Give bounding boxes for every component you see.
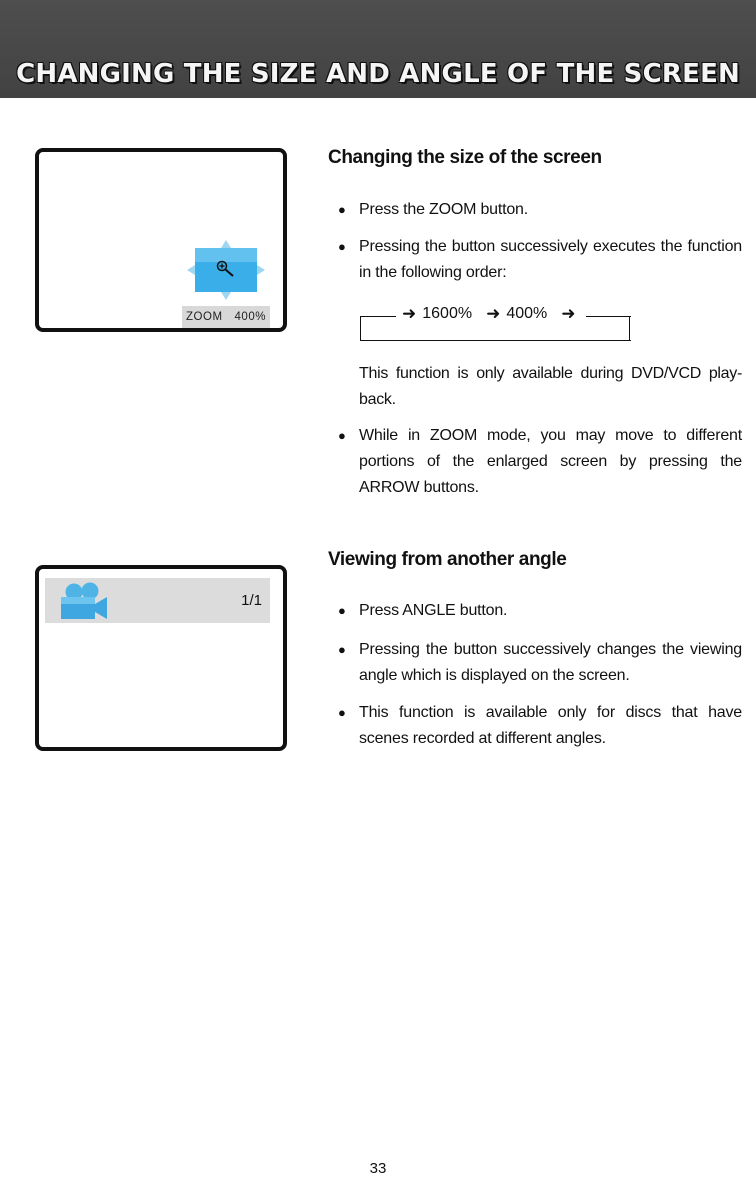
page-title: CHANGING THE SIZE AND ANGLE OF THE SCREEN [16,59,740,89]
list-item: ● This function is available only for discs that have scenes recorded at different angles. [338,700,742,752]
angle-screen-illustration [35,565,287,751]
sequence-items [402,304,576,324]
bullet-dot-icon: ● [338,202,346,217]
sequence-step: 400% [506,305,548,322]
angle-count: 1/1 [241,592,262,609]
list-item: ● Pressing the button successively executes the function in the following order: [338,234,742,286]
bullet-dot-icon: ● [338,239,346,254]
sequence-line [360,316,361,340]
angle-bar [45,578,270,623]
magnifier-icon [187,240,265,300]
bullet-dot-icon: ● [338,642,346,657]
zoom-availability-note: This function is only available during DVD/VCD play-back. [359,365,742,408]
list-item: ● Press the ZOOM button. [338,197,742,223]
bullet-dot-icon: ● [338,603,346,618]
sequence-line [629,316,630,340]
zoom-label: ZOOM [186,311,223,323]
video-camera-icon [55,582,111,622]
zoom-section-heading: Changing the size of the screen [328,147,602,168]
zoom-value: 400% [234,311,266,323]
list-item: ● Press ANGLE button. [338,598,742,624]
bullet-dot-icon: ● [338,428,346,443]
right-arrow-icon: ➜ [402,304,417,323]
zoom-screen-illustration [35,148,287,332]
sequence-step: 1600% [422,305,473,322]
sequence-return-line [360,340,631,341]
right-arrow-icon: ➜ [486,304,501,323]
page-header [0,0,756,98]
sequence-line [586,316,631,317]
zoom-sequence-diagram [360,300,631,342]
zoom-readout [182,306,270,328]
list-item: ● While in ZOOM mode, you may move to different portions of the enlarged screen by pressing the ARROW buttons. [338,423,742,501]
bullet-dot-icon: ● [338,705,346,720]
sequence-line [360,316,396,317]
angle-section-heading: Viewing from another angle [328,549,567,570]
right-arrow-icon: ➜ [561,304,576,323]
list-item: ● Pressing the button successively changes the viewing angle which is displayed on the screen. [338,637,742,689]
page-number: 33 [369,1160,387,1177]
